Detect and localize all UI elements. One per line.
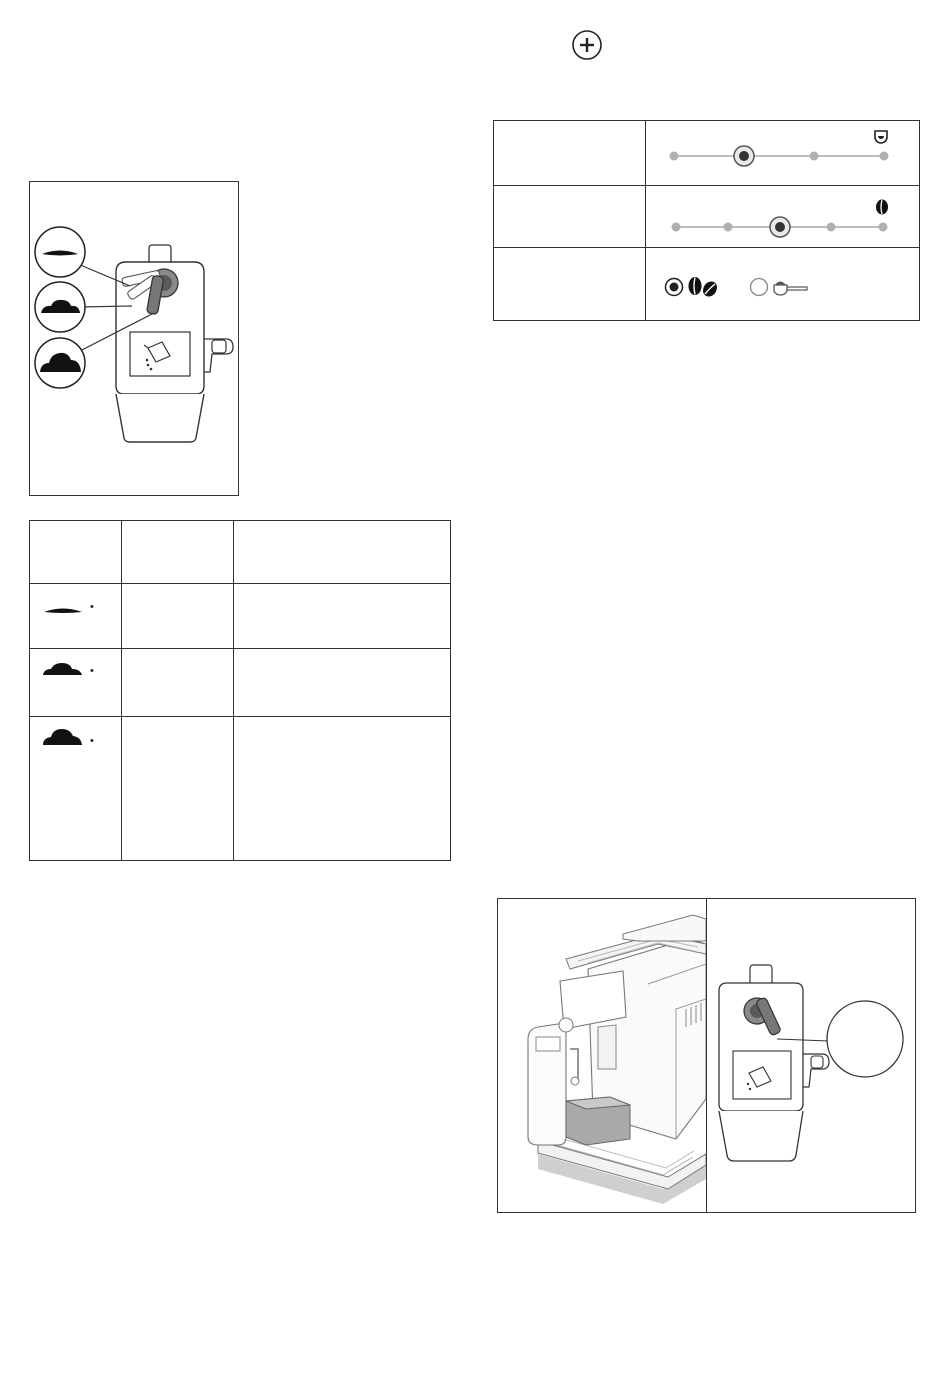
maximum-froth-icon bbox=[40, 726, 86, 750]
beans-radio-selected[interactable] bbox=[664, 277, 684, 297]
table-row-no-froth bbox=[40, 598, 110, 622]
plus-circle-icon[interactable] bbox=[571, 29, 603, 61]
no-froth-icon bbox=[33, 225, 87, 279]
table-row-minimum-froth bbox=[40, 658, 110, 682]
ground-coffee-radio[interactable] bbox=[749, 277, 769, 297]
row-marker: • bbox=[90, 735, 94, 747]
row-marker: • bbox=[90, 665, 94, 677]
row-marker: • bbox=[90, 601, 94, 613]
minimum-froth-icon bbox=[40, 658, 86, 682]
coffee-beans-icon bbox=[687, 276, 719, 298]
froth-selector-figure bbox=[29, 181, 239, 496]
no-froth-icon bbox=[40, 598, 86, 622]
minimum-froth-icon bbox=[33, 280, 87, 334]
milk-container-closeup bbox=[707, 899, 915, 1212]
table-row-maximum-froth bbox=[40, 726, 110, 750]
bean-icon bbox=[875, 199, 889, 215]
maximum-froth-icon bbox=[33, 336, 87, 390]
ground-coffee-scoop-icon bbox=[772, 277, 810, 297]
coffee-machine-illustration bbox=[498, 899, 706, 1212]
cup-icon bbox=[873, 129, 889, 145]
machine-figure bbox=[497, 898, 916, 1213]
coffee-aroma-slider[interactable] bbox=[660, 196, 910, 242]
